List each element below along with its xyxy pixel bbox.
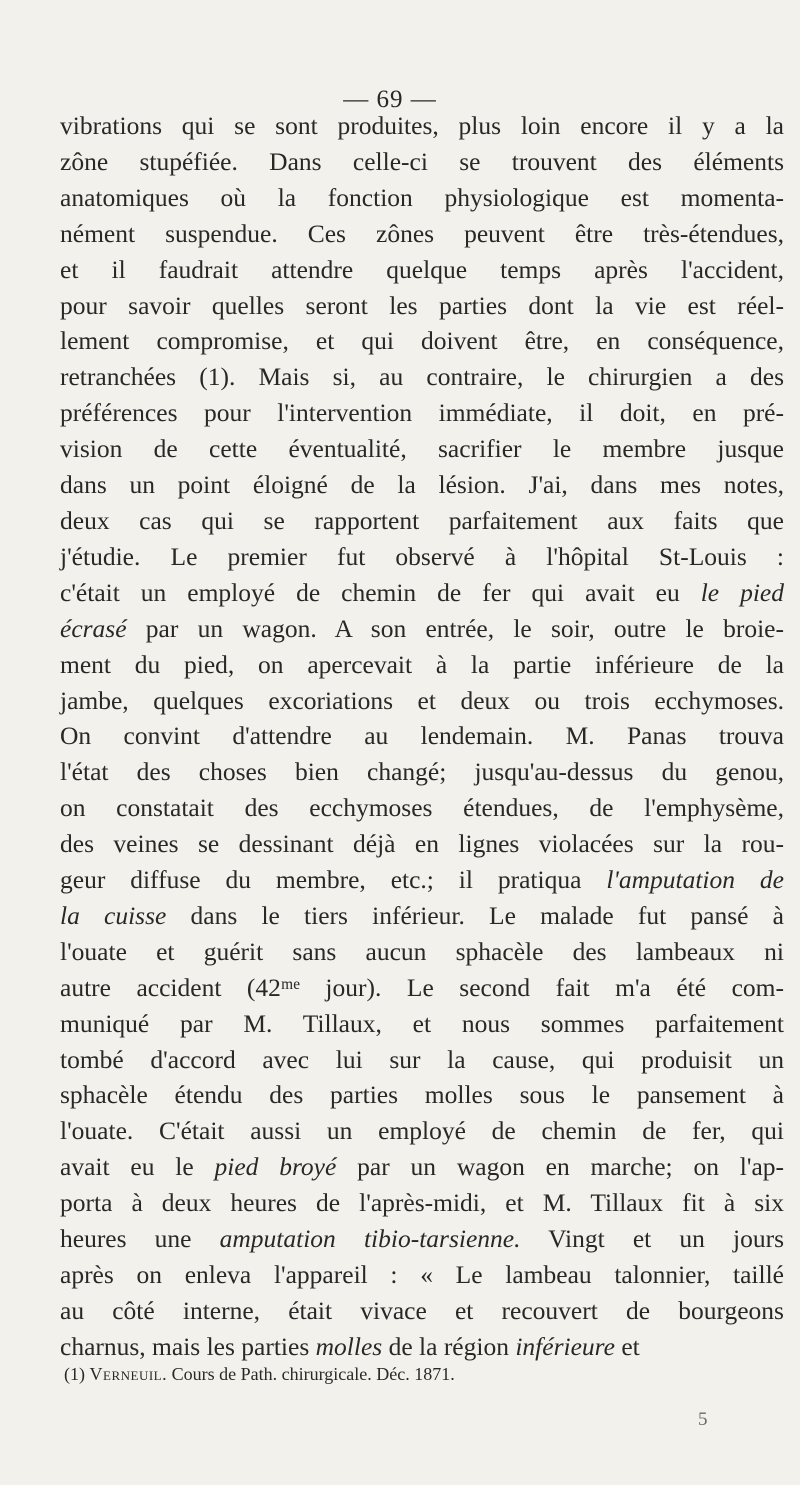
text-line: On convint d'attendre au lendemain. M. Panas trouva bbox=[60, 721, 784, 751]
text-line: muniqué par M. Tillaux, et nous sommes parfaitement bbox=[60, 1008, 784, 1038]
text-line bbox=[60, 898, 784, 934]
text-line: au côté interne, était vivace et recouvert de bourgeons bbox=[60, 1295, 784, 1325]
footnote-text: Cours de Path. chirurgicale. Déc. 1871. bbox=[171, 1364, 455, 1384]
text-line: après on enleva l'appareil : « Le lambeau talonnier, taillé bbox=[60, 1260, 784, 1289]
text-line: sphacèle étendu des parties molles sous le pansement à bbox=[60, 1080, 784, 1110]
text-line bbox=[60, 862, 784, 898]
text-line bbox=[60, 611, 784, 647]
text-line bbox=[60, 575, 784, 611]
text-run: avait eu le bbox=[60, 1152, 215, 1182]
text-line: zône stupéfiée. Dans celle-ci se trouvent des éléments bbox=[60, 146, 784, 176]
text-line: anatomiques où la fonction physiologique est momenta- bbox=[60, 182, 784, 212]
italic-phrase: inférieure bbox=[515, 1331, 615, 1361]
text-line: ment du pied, on apercevait à la partie inférieure de la bbox=[60, 649, 784, 679]
italic-phrase: le pied bbox=[700, 577, 784, 607]
text-line: l'état des choses bien changé; jusqu'au-dessus du genou, bbox=[60, 757, 784, 787]
footnote-marker: (1) bbox=[64, 1364, 85, 1384]
text-line: lement compromise, et qui doivent être, en conséquence, bbox=[60, 326, 784, 356]
text-line bbox=[60, 1149, 784, 1185]
text-line: autre accident (42ᵐᵉ jour). Le second fait m'a été com- bbox=[60, 972, 784, 1002]
text-line: j'étudie. Le premier fut observé à l'hôpital St-Louis : bbox=[60, 541, 784, 571]
text-line bbox=[60, 1221, 784, 1257]
italic-phrase: écrasé bbox=[60, 613, 127, 643]
text-line: retranchées (1). Mais si, au contraire, le chirurgien a des bbox=[60, 362, 784, 392]
text-run: par un wagon. A son entrée, le soir, outre le broie- bbox=[126, 613, 784, 643]
text-run: c'était un employé de chemin de fer qui avait eu bbox=[60, 577, 701, 607]
footnote-author: Verneuil. bbox=[89, 1364, 168, 1384]
text-run: de la région bbox=[382, 1331, 516, 1361]
text-line: deux cas qui se rapportent parfaitement aux faits que bbox=[60, 505, 784, 535]
text-line: des veines se dessinant déjà en lignes violacées sur la rou- bbox=[60, 829, 784, 859]
text-line: l'ouate. C'était aussi un employé de chemin de fer, qui bbox=[60, 1116, 784, 1146]
text-run: charnus, mais les parties bbox=[60, 1331, 316, 1361]
body-text bbox=[60, 108, 784, 1365]
text-run: heures une bbox=[60, 1224, 220, 1254]
text-line: préférences pour l'intervention immédiate, il doit, en pré- bbox=[60, 398, 784, 428]
italic-phrase: amputation tibio-tarsienne. bbox=[219, 1224, 521, 1254]
text-line: porta à deux heures de l'après-midi, et M. Tillaux fit à six bbox=[60, 1188, 784, 1218]
text-run: geur diffuse du membre, etc.; il pratiqua bbox=[60, 865, 607, 895]
text-run: et bbox=[614, 1331, 640, 1361]
text-line: on constatait des ecchymoses étendues, de l'emphysème, bbox=[60, 793, 784, 823]
text-line bbox=[60, 1329, 784, 1365]
text-line: tombé d'accord avec lui sur la cause, qui produisit un bbox=[60, 1044, 784, 1074]
text-line: pour savoir quelles seront les parties dont la vie est réel- bbox=[60, 290, 784, 320]
text-line: vibrations qui se sont produites, plus loin encore il y a la bbox=[60, 111, 784, 140]
italic-phrase: l'amputation de bbox=[606, 865, 784, 895]
footnote bbox=[64, 1364, 764, 1385]
text-run: par un wagon en marche; on l'ap- bbox=[336, 1152, 785, 1182]
text-run: Vingt et un jours bbox=[520, 1224, 784, 1254]
italic-phrase: pied broyé bbox=[214, 1152, 337, 1182]
text-line: nément suspendue. Ces zônes peuvent être très-étendues, bbox=[60, 218, 784, 248]
book-page bbox=[60, 0, 784, 1485]
italic-phrase: la cuisse bbox=[60, 900, 167, 930]
text-line: l'ouate et guérit sans aucun sphacèle des lambeaux ni bbox=[60, 936, 784, 966]
text-line: jambe, quelques excoriations et deux ou trois ecchymoses. bbox=[60, 685, 784, 715]
page-number: — 69 — bbox=[343, 86, 437, 113]
signature-mark: 5 bbox=[698, 1409, 708, 1430]
italic-phrase: molles bbox=[315, 1331, 383, 1361]
text-line: vision de cette éventualité, sacrifier le membre jusque bbox=[60, 434, 784, 464]
text-run: dans le tiers inférieur. Le malade fut pansé à bbox=[166, 900, 784, 930]
text-line: et il faudrait attendre quelque temps après l'accident, bbox=[60, 254, 784, 284]
text-line: dans un point éloigné de la lésion. J'ai, dans mes notes, bbox=[60, 470, 784, 500]
